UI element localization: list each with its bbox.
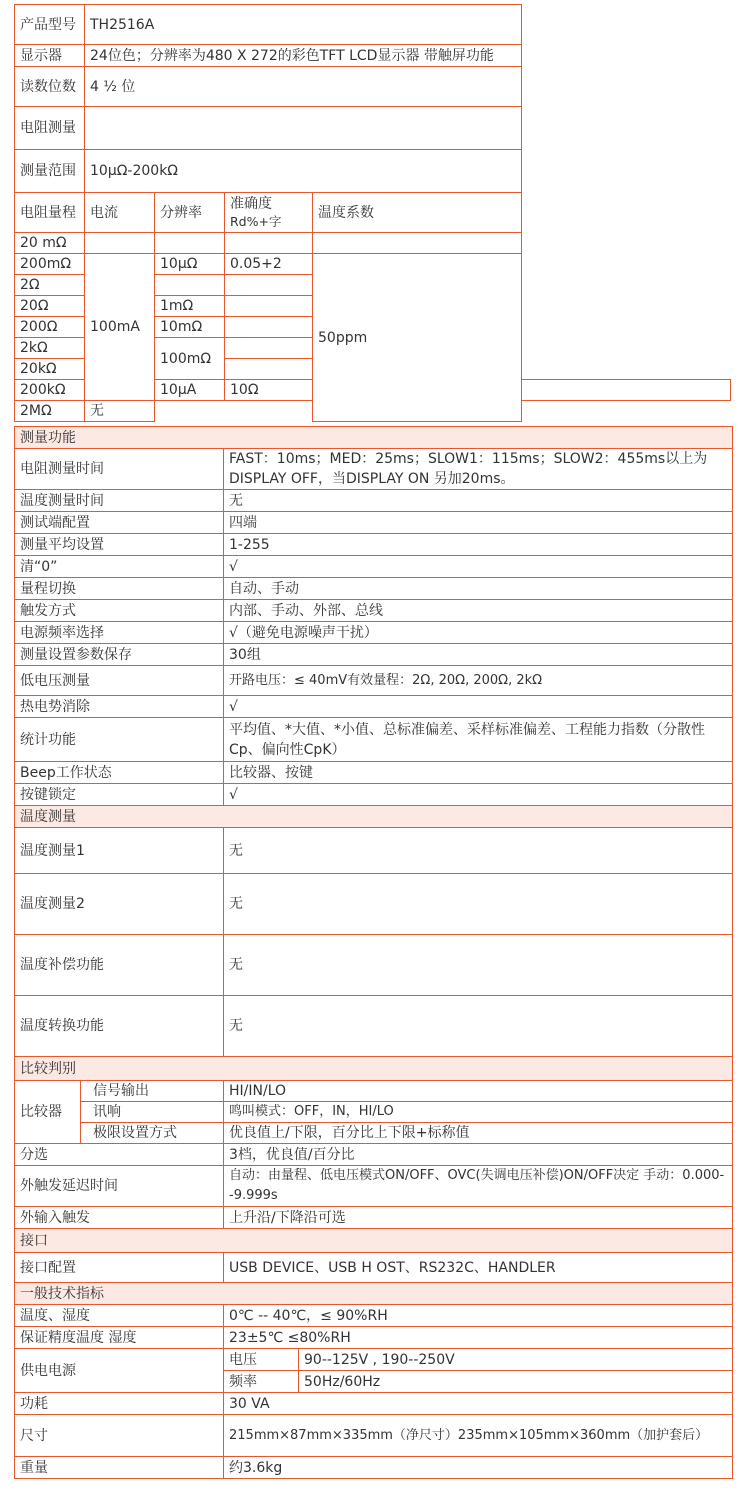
measure-value: 开路电压：≤ 40mV有效量程：2Ω, 20Ω, 200Ω, 2kΩ	[224, 666, 733, 696]
display-label: 显示器	[15, 45, 85, 67]
measure-value: √	[224, 784, 733, 806]
delay-value: 自动：由量程、低电压模式ON/OFF、OVC(失调电压补偿)ON/OFF决定 手动：0.000--9.999s	[224, 1166, 733, 1207]
measure-value: 四端	[224, 512, 733, 534]
range-cell: 200kΩ	[15, 380, 85, 401]
measure-label: Beep工作状态	[15, 762, 224, 784]
temp-value: 无	[224, 935, 733, 996]
range-cell: 2MΩ	[15, 401, 85, 422]
accuracy-cell	[225, 233, 313, 254]
accuracy-cell	[225, 359, 313, 380]
temp-coef-cell	[313, 233, 522, 254]
measure-value: √	[224, 696, 733, 718]
measure-value: 无	[224, 490, 733, 512]
accuracy-cell	[225, 275, 313, 296]
section-compare: 比较判别	[15, 1057, 733, 1081]
ext-trigger-value: 上升沿/下降沿可选	[224, 1207, 733, 1229]
power-label: 供电电源	[15, 1349, 224, 1393]
section-temp: 温度测量	[15, 806, 733, 828]
beep-value: 鸣叫模式：OFF，IN，HI/LO	[224, 1102, 733, 1123]
measure-value: 比较器、按键	[224, 762, 733, 784]
digits-value: 4 ½ 位	[85, 67, 522, 107]
accuracy-cond-label: 保证精度温度 湿度	[15, 1327, 224, 1349]
beep-label: 讯响	[81, 1102, 224, 1123]
measure-label: 量程切换	[15, 578, 224, 600]
measure-label: 统计功能	[15, 718, 224, 762]
measure-label: 触发方式	[15, 600, 224, 622]
comparator-label: 比较器	[15, 1081, 81, 1144]
consumption-label: 功耗	[15, 1393, 224, 1415]
limit-value: 优良值上/下限，百分比上下限+标称值	[224, 1123, 733, 1144]
model-value: TH2516A	[85, 5, 522, 45]
resolution-cell: 10μΩ	[155, 254, 225, 275]
range-cell: 20Ω	[15, 296, 85, 317]
ext-trigger-label: 外输入触发	[15, 1207, 224, 1229]
measure-value: 自动、手动	[224, 578, 733, 600]
res-measure-label: 电阻测量	[15, 107, 85, 150]
limit-label: 极限设置方式	[81, 1123, 224, 1144]
size-label: 尺寸	[15, 1415, 224, 1457]
voltage-label: 电压	[224, 1349, 299, 1371]
res-measure-value	[85, 107, 522, 150]
header-range: 电阻量程	[15, 193, 85, 233]
temp-label: 温度测量2	[15, 874, 224, 935]
detail-spec-table	[14, 426, 733, 1479]
size-value: 215mm×87mm×335mm（净尺寸）235mm×105mm×360mm（加护套后）	[224, 1415, 733, 1457]
frequency-label: 频率	[224, 1371, 299, 1393]
measure-label: 低电压测量	[15, 666, 224, 696]
env-value: 0℃ -- 40℃，≤ 90%RH	[224, 1305, 733, 1327]
measure-value: √（避免电源噪声干扰）	[224, 622, 733, 644]
temp-label: 温度测量1	[15, 828, 224, 874]
measure-value: 1-255	[224, 534, 733, 556]
header-temp-coef: 温度系数	[313, 193, 522, 233]
temp-value: 无	[224, 874, 733, 935]
accuracy-cell	[225, 338, 313, 359]
header-accuracy	[225, 193, 313, 233]
resolution-cell	[155, 275, 225, 296]
resolution-cell: 100mΩ	[155, 338, 225, 380]
current-main: 100mA	[85, 254, 155, 401]
range-cell: 20kΩ	[15, 359, 85, 380]
resolution-cell: 1mΩ	[155, 296, 225, 317]
current-cell: 10μA	[155, 380, 225, 401]
measure-value: √	[224, 556, 733, 578]
measure-value: 30组	[224, 644, 733, 666]
signal-value: HI/IN/LO	[224, 1081, 733, 1102]
signal-label: 信号输出	[81, 1081, 224, 1102]
section-general: 一般技术指标	[15, 1283, 733, 1305]
header-accuracy-title: 准确度	[230, 195, 272, 212]
interface-value: USB DEVICE、USB H OST、RS232C、HANDLER	[224, 1253, 733, 1283]
voltage-value: 90--125V , 190--250V	[299, 1349, 733, 1371]
display-value: 24位色；分辨率为480 X 272的彩色TFT LCD显示器 带触屏功能	[85, 45, 522, 67]
header-accuracy-unit: Rd%+字	[230, 213, 282, 229]
current-cell	[85, 233, 155, 254]
measure-label: 测量设置参数保存	[15, 644, 224, 666]
accuracy-cell	[225, 317, 313, 338]
digits-label: 读数位数	[15, 67, 85, 107]
range-cell: 200Ω	[15, 317, 85, 338]
measure-label: 热电势消除	[15, 696, 224, 718]
measure-label: 电阻测量时间	[15, 449, 224, 490]
resolution-cell: 10mΩ	[155, 317, 225, 338]
accuracy-cell	[522, 380, 731, 401]
weight-value: 约3.6kg	[224, 1457, 733, 1479]
range-cell: 200mΩ	[15, 254, 85, 275]
resolution-cell	[155, 401, 225, 422]
range-cell: 2Ω	[15, 275, 85, 296]
accuracy-cond-value: 23±5℃ ≤80%RH	[224, 1327, 733, 1349]
measure-value: 平均值、*大值、*小值、总标准偏差、采样标准偏差、工程能力指数（分散性Cp、偏向性CpK）	[224, 718, 733, 762]
resolution-cell	[155, 233, 225, 254]
temp-label: 温度转换功能	[15, 996, 224, 1057]
measure-label: 温度测量时间	[15, 490, 224, 512]
frequency-value: 50Hz/60Hz	[299, 1371, 733, 1393]
section-interface: 接口	[15, 1229, 733, 1253]
header-current: 电流	[85, 193, 155, 233]
consumption-value: 30 VA	[224, 1393, 733, 1415]
interface-label: 接口配置	[15, 1253, 224, 1283]
basic-spec-table	[14, 4, 731, 422]
weight-label: 重量	[15, 1457, 224, 1479]
range-label: 测量范围	[15, 150, 85, 193]
temp-coef-value: 50ppm	[313, 254, 522, 422]
accuracy-cell	[225, 401, 313, 422]
range-cell: 20 mΩ	[15, 233, 85, 254]
resolution-cell: 10Ω	[225, 380, 313, 401]
measure-label: 测量平均设置	[15, 534, 224, 556]
current-cell: 无	[85, 401, 155, 422]
accuracy-cell: 0.05+2	[225, 254, 313, 275]
measure-label: 清“0”	[15, 556, 224, 578]
sort-label: 分选	[15, 1144, 224, 1166]
header-resolution: 分辨率	[155, 193, 225, 233]
temp-value: 无	[224, 996, 733, 1057]
sort-value: 3档，优良值/百分比	[224, 1144, 733, 1166]
measure-label: 按键锁定	[15, 784, 224, 806]
model-label: 产品型号	[15, 5, 85, 45]
range-value: 10μΩ-200kΩ	[85, 150, 522, 193]
measure-value: FAST：10ms；MED：25ms；SLOW1：115ms；SLOW2：455ms以上为DISPLAY OFF，当DISPLAY ON 另加20ms。	[224, 449, 733, 490]
measure-label: 测试端配置	[15, 512, 224, 534]
temp-label: 温度补偿功能	[15, 935, 224, 996]
measure-value: 内部、手动、外部、总线	[224, 600, 733, 622]
measure-label: 电源频率选择	[15, 622, 224, 644]
accuracy-cell	[225, 296, 313, 317]
section-measure: 测量功能	[15, 427, 733, 449]
delay-label: 外触发延迟时间	[15, 1166, 224, 1207]
env-label: 温度、湿度	[15, 1305, 224, 1327]
range-cell: 2kΩ	[15, 338, 85, 359]
temp-value: 无	[224, 828, 733, 874]
